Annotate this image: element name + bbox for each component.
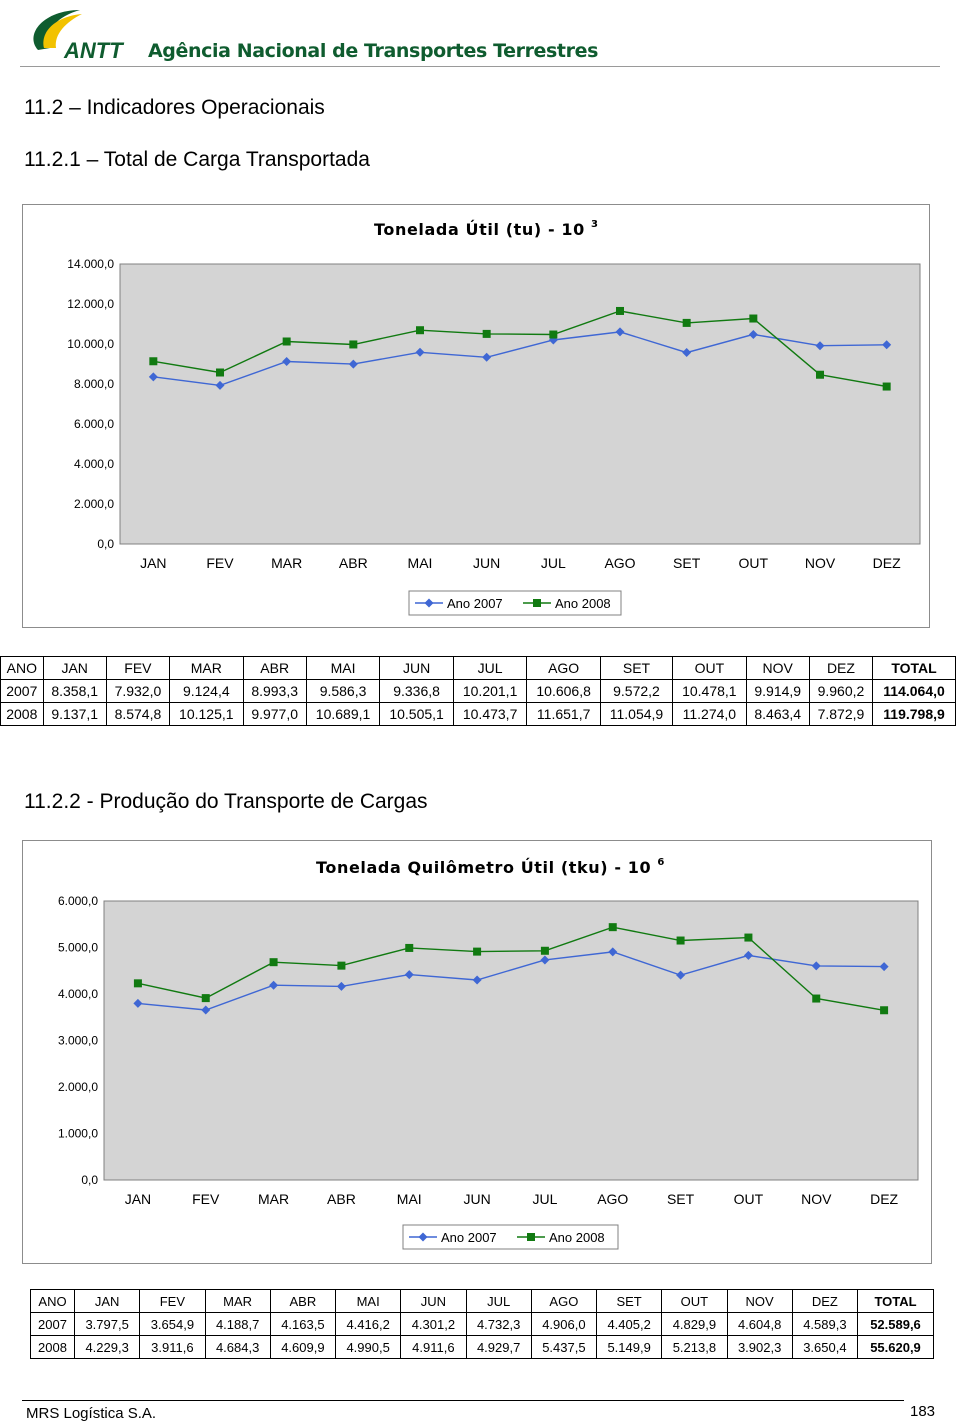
section-heading: 11.2 – Indicadores Operacionais xyxy=(24,96,325,119)
table-cell: 10.606,8 xyxy=(527,680,601,703)
chart2-x-tick-label: JUL xyxy=(532,1191,558,1207)
table-cell: 11.651,7 xyxy=(527,703,601,726)
table-cell: 9.914,9 xyxy=(746,680,809,703)
table-cell: 2007 xyxy=(1,680,44,703)
table-header-cell: JAN xyxy=(43,657,106,680)
table-cell: 9.124,4 xyxy=(170,680,244,703)
table-cell: 10.125,1 xyxy=(170,703,244,726)
table-header-cell: AGO xyxy=(531,1290,596,1313)
chart2-y-tick-label: 2.000,0 xyxy=(57,1080,98,1094)
chart2-point-2008 xyxy=(337,962,345,970)
chart1-x-tick-label: FEV xyxy=(206,555,234,571)
table-header-cell: TOTAL xyxy=(858,1290,934,1313)
chart2-x-tick-label: OUT xyxy=(733,1191,764,1207)
table-cell: 4.188,7 xyxy=(205,1313,270,1336)
table-cell: 10.505,1 xyxy=(380,703,454,726)
chart1-y-tick-label: 4.000,0 xyxy=(73,457,114,471)
table-cell: 119.798,9 xyxy=(873,703,956,726)
table2-row xyxy=(31,1336,934,1359)
table-cell: 4.990,5 xyxy=(336,1336,401,1359)
chart1-legend-label-2008: Ano 2008 xyxy=(555,596,611,611)
chart2-x-tick-label: JAN xyxy=(124,1191,152,1207)
chart1-title-text: Tonelada Útil (tu) - 10 xyxy=(374,220,585,239)
chart2-point-2008 xyxy=(134,979,142,987)
chart2-y-tick-label: 0,0 xyxy=(81,1173,98,1187)
table-header-cell: NOV xyxy=(727,1290,792,1313)
table-header-cell: DEZ xyxy=(809,657,872,680)
table-cell: 5.149,9 xyxy=(597,1336,662,1359)
table-cell: 7.872,9 xyxy=(809,703,872,726)
chart2-point-2008 xyxy=(812,995,820,1003)
table-cell: 8.574,8 xyxy=(106,703,169,726)
table-cell: 4.163,5 xyxy=(270,1313,335,1336)
table2-header-row xyxy=(31,1290,934,1313)
table-header-cell: MAI xyxy=(306,657,380,680)
table-header-cell: JUN xyxy=(401,1290,466,1313)
table-cell: 4.405,2 xyxy=(597,1313,662,1336)
table-cell: 8.358,1 xyxy=(43,680,106,703)
table-cell: 55.620,9 xyxy=(858,1336,934,1359)
chart1-x-tick-label: ABR xyxy=(338,555,368,571)
table-header-cell: ANO xyxy=(31,1290,75,1313)
table-header-cell: OUT xyxy=(673,657,747,680)
table-header-cell: DEZ xyxy=(792,1290,857,1313)
table-cell: 3.650,4 xyxy=(792,1336,857,1359)
table-header-cell: MAR xyxy=(170,657,244,680)
chart2-point-2008 xyxy=(880,1006,888,1014)
chart2-point-2008 xyxy=(677,937,685,945)
table-header-cell: MAR xyxy=(205,1290,270,1313)
chart2-point-2008 xyxy=(202,994,210,1002)
table-cell: 9.586,3 xyxy=(306,680,380,703)
chart2-x-tick-label: AGO xyxy=(597,1191,629,1207)
chart2-title-exponent: 6 xyxy=(657,856,665,868)
chart1-x-tick-label: MAI xyxy=(407,555,433,571)
table-cell: 9.977,0 xyxy=(243,703,306,726)
table-header-cell: JUL xyxy=(466,1290,531,1313)
table-cell: 5.213,8 xyxy=(662,1336,727,1359)
chart1-x-tick-label: JUL xyxy=(540,555,566,571)
chart1-y-tick-label: 12.000,0 xyxy=(67,297,114,311)
table-cell: 9.572,2 xyxy=(600,680,672,703)
table-header-cell: FEV xyxy=(140,1290,205,1313)
chart1-x-tick-label: JAN xyxy=(140,555,167,571)
table-cell: 10.478,1 xyxy=(673,680,747,703)
chart2-y-tick-label: 3.000,0 xyxy=(57,1033,98,1048)
agency-name: Agência Nacional de Transportes Terrestres xyxy=(148,40,598,62)
table-cell: 3.797,5 xyxy=(75,1313,140,1336)
chart1-x-tick-label: NOV xyxy=(804,555,836,571)
footer-divider xyxy=(22,1400,904,1401)
section2-heading: 11.2.2 - Produção do Transporte de Cargas xyxy=(24,790,428,813)
page-number: 183 xyxy=(910,1403,936,1420)
table-cell: 9.336,8 xyxy=(380,680,454,703)
table-cell: 114.064,0 xyxy=(873,680,956,703)
table-cell: 3.654,9 xyxy=(140,1313,205,1336)
table-cell: 3.911,6 xyxy=(140,1336,205,1359)
table-header-cell: ABR xyxy=(243,657,306,680)
chart1-x-tick-label: AGO xyxy=(604,555,636,571)
chart2-x-tick-label: ABR xyxy=(327,1191,356,1207)
chart2-x-tick-label: MAI xyxy=(396,1191,422,1207)
chart1-y-tick-label: 0,0 xyxy=(97,537,114,551)
table-header-cell: OUT xyxy=(662,1290,727,1313)
table-cell: 10.689,1 xyxy=(306,703,380,726)
chart1-x-tick-label: JUN xyxy=(473,555,501,571)
table-header-cell: AGO xyxy=(527,657,601,680)
chart1-y-tick-label: 6.000,0 xyxy=(73,417,114,431)
table-header-cell: JAN xyxy=(75,1290,140,1313)
chart2-y-tick-label: 5.000,0 xyxy=(57,940,98,955)
chart2-plot-area xyxy=(104,901,918,1180)
chart2-point-2008 xyxy=(473,948,481,956)
chart2-title-text: Tonelada Quilômetro Útil (tku) - 10 xyxy=(316,858,652,877)
table-header-cell: SET xyxy=(597,1290,662,1313)
table-cell: 2008 xyxy=(31,1336,75,1359)
section-subheading: 11.2.1 – Total de Carga Transportada xyxy=(24,148,370,171)
chart2-x-tick-label: SET xyxy=(666,1191,695,1207)
table-cell: 11.274,0 xyxy=(673,703,747,726)
chart2-legend-marker-2008 xyxy=(527,1233,535,1241)
chart1-legend-label-2007: Ano 2007 xyxy=(447,596,503,611)
chart1-y-tick-label: 14.000,0 xyxy=(67,257,114,271)
chart2-y-tick-label: 4.000,0 xyxy=(57,987,98,1001)
chart2-point-2008 xyxy=(541,947,549,955)
table-cell: 4.929,7 xyxy=(466,1336,531,1359)
table-cell: 4.589,3 xyxy=(792,1313,857,1336)
chart1-x-tick-label: DEZ xyxy=(872,555,901,571)
table-cell: 4.829,9 xyxy=(662,1313,727,1336)
table-cell: 4.604,8 xyxy=(727,1313,792,1336)
table2 xyxy=(30,1289,934,1359)
table-cell: 10.473,7 xyxy=(453,703,527,726)
table-cell: 8.463,4 xyxy=(746,703,809,726)
table-cell: 52.589,6 xyxy=(858,1313,934,1336)
table-cell: 7.932,0 xyxy=(106,680,169,703)
table-cell: 9.137,1 xyxy=(43,703,106,726)
table2-row xyxy=(31,1313,934,1336)
chart2-x-tick-label: NOV xyxy=(801,1191,832,1207)
table-cell: 4.416,2 xyxy=(336,1313,401,1336)
table-cell: 4.609,9 xyxy=(270,1336,335,1359)
table-cell: 5.437,5 xyxy=(531,1336,596,1359)
table-cell: 11.054,9 xyxy=(600,703,672,726)
table-header-cell: TOTAL xyxy=(873,657,956,680)
table-header-cell: MAI xyxy=(336,1290,401,1313)
table-cell: 10.201,1 xyxy=(453,680,527,703)
table-header-cell: JUL xyxy=(453,657,527,680)
table-header-cell: SET xyxy=(600,657,672,680)
chart1-y-tick-label: 2.000,0 xyxy=(73,497,114,511)
chart2-legend-label-2008: Ano 2008 xyxy=(549,1230,605,1245)
footer-company: MRS Logística S.A. xyxy=(26,1405,157,1422)
table-cell: 2008 xyxy=(1,703,44,726)
chart1-x-tick-label: SET xyxy=(673,555,701,571)
table-cell: 4.911,6 xyxy=(401,1336,466,1359)
chart2-point-2008 xyxy=(405,944,413,952)
table-header-cell: NOV xyxy=(746,657,809,680)
chart1-title-exponent: 3 xyxy=(591,218,599,230)
chart2-x-tick-label: MAR xyxy=(258,1191,290,1207)
table-cell: 3.902,3 xyxy=(727,1336,792,1359)
chart2-point-2008 xyxy=(270,958,278,966)
chart2-x-tick-label: FEV xyxy=(192,1191,220,1207)
chart1-y-tick-label: 8.000,0 xyxy=(73,377,114,391)
table-header-cell: ANO xyxy=(1,657,44,680)
chart1-x-tick-label: MAR xyxy=(271,555,303,571)
table-header-cell: ABR xyxy=(270,1290,335,1313)
chart2-x-tick-label: DEZ xyxy=(870,1191,899,1207)
table-cell: 4.684,3 xyxy=(205,1336,270,1359)
chart2-x-tick-label: JUN xyxy=(463,1191,491,1207)
chart2-legend-label-2007: Ano 2007 xyxy=(441,1230,497,1245)
chart1-y-tick-label: 10.000,0 xyxy=(67,337,114,351)
table-cell: 4.906,0 xyxy=(531,1313,596,1336)
logo-text: ANTT xyxy=(64,38,123,62)
table-cell: 2007 xyxy=(31,1313,75,1336)
chart2-y-tick-label: 6.000,0 xyxy=(57,894,98,908)
table-cell: 8.993,3 xyxy=(243,680,306,703)
chart2-point-2008 xyxy=(609,923,617,931)
chart2-point-2008 xyxy=(744,934,752,942)
table-cell: 4.229,3 xyxy=(75,1336,140,1359)
table-cell: 4.301,2 xyxy=(401,1313,466,1336)
table-cell: 9.960,2 xyxy=(809,680,872,703)
table-cell: 4.732,3 xyxy=(466,1313,531,1336)
chart2-y-tick-label: 1.000,0 xyxy=(57,1126,98,1141)
table-header-cell: JUN xyxy=(380,657,454,680)
table-header-cell: FEV xyxy=(106,657,169,680)
chart1-x-tick-label: OUT xyxy=(738,555,769,571)
